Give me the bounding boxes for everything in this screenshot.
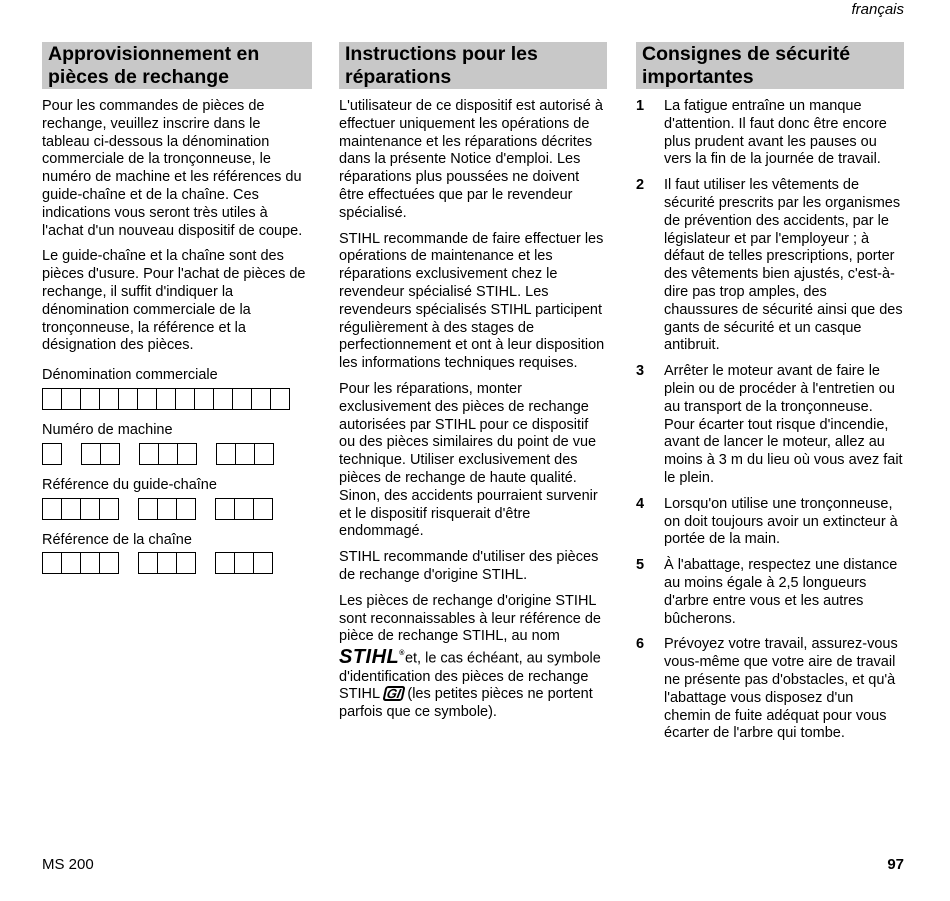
model-footer: MS 200	[42, 856, 94, 873]
repair-paragraph-5b: et, le cas échéant, au symbole d'identification des pièces de rechange STIHL	[339, 650, 601, 703]
spare-parts-paragraph-2: Le guide-chaîne et la chaîne sont des pièces d'usure. Pour l'achat de pièces de rechange, il suffit d'indiquer la dénomination commerciale de la tronçonneuse, la référence et la désignation des pièces.	[42, 248, 306, 354]
safety-item-text: Il faut utiliser les vêtements de sécurité prescrits par les organismes de prévention des accidents, par le législateur et par l'employeur ; à défaut de telles prescriptions, porter des vêtements bien ajustés, c'est-à-dire pas trop amples, des chaussures de sécurité ainsi que des gants de sécurité et un casque antibruit.	[664, 177, 903, 354]
page-number: 97	[887, 856, 904, 873]
entry-box[interactable]	[215, 498, 235, 520]
entry-box[interactable]	[99, 552, 119, 574]
repair-paragraph-5c: (les petites pièces ne portent parfois que ce symbole).	[339, 686, 593, 721]
safety-item-text: La fatigue entraîne un manque d'attention. Il faut donc être encore plus prudent avant les pauses ou vers la fin de la journée de travail.	[664, 98, 887, 168]
entry-box[interactable]	[42, 552, 62, 574]
box-group	[81, 443, 120, 465]
entry-box[interactable]	[42, 498, 62, 520]
entry-box[interactable]	[234, 498, 254, 520]
entry-box[interactable]	[215, 552, 235, 574]
entry-box[interactable]	[139, 443, 159, 465]
box-group	[215, 498, 273, 520]
spare-parts-section	[42, 42, 312, 574]
entry-box[interactable]	[80, 388, 100, 410]
entry-box[interactable]	[158, 443, 178, 465]
field-label: Dénomination commerciale	[42, 367, 218, 384]
stihl-logo: STIHL	[339, 645, 400, 668]
safety-heading: Consignes de sécurité importantes	[636, 42, 904, 89]
safety-item-number: 1	[636, 98, 645, 114]
box-group	[42, 443, 62, 465]
entry-box[interactable]	[253, 552, 273, 574]
language-label: français	[851, 1, 904, 18]
safety-item	[636, 98, 904, 169]
safety-item	[636, 363, 904, 488]
entry-box[interactable]	[156, 388, 176, 410]
safety-item-number: 4	[636, 495, 645, 512]
entry-box[interactable]	[42, 443, 62, 465]
gi-symbol-icon: GI	[382, 686, 405, 701]
entry-box[interactable]	[80, 498, 100, 520]
safety-item-text: Arrêter le moteur avant de faire le plein ou de procéder à l'entretien ou au transport de la tronçonneuse. Pour écarter tout risque d'incendie, avant de lancer le moteur, allez au moins à 3 m du lieu où vous avez fait le plein.	[664, 363, 903, 486]
repair-paragraph-5: Les pièces de rechange d'origine STIHL sont reconnaissables à leur référence de pièce de rechange STIHL, au nom STIHL®et, le cas échéant, au symbole d'identification des pièces de rechange STIHL GI (les petites pièces ne portent parfois que ce symbole).	[339, 592, 601, 721]
safety-item	[636, 496, 904, 549]
field-boxes	[42, 552, 312, 574]
field-boxes	[42, 443, 312, 465]
entry-box[interactable]	[251, 388, 271, 410]
spare-parts-heading: Approvisionnement en pièces de rechange	[42, 42, 312, 89]
safety-list	[636, 98, 904, 743]
field-label: Référence du guide-chaîne	[42, 476, 217, 493]
entry-box[interactable]	[194, 388, 214, 410]
entry-box[interactable]	[61, 388, 81, 410]
entry-box[interactable]	[99, 498, 119, 520]
field-boxes	[42, 388, 312, 410]
field-label: Numéro de machine	[42, 421, 173, 438]
entry-box[interactable]	[177, 443, 197, 465]
repair-paragraph-1: L'utilisateur de ce dispositif est autorisé à effectuer uniquement les opérations de maintenance et les réparations décrites dans la présente Notice d'emploi. Les réparations plus poussées ne doivent être effectuées que par le revendeur spécialisé.	[339, 98, 603, 221]
entry-box[interactable]	[99, 388, 119, 410]
spare-parts-paragraph-1: Pour les commandes de pièces de rechange, veuillez inscrire dans le tableau ci-dessous la dénomination commerciale de la tronçonneuse, le numéro de machine et les références du guide-chaîne et de la chaîne. Ces indications vous seront très utiles à l'achat d'un nouveau dispositif de coupe.	[42, 98, 303, 239]
entry-box[interactable]	[232, 388, 252, 410]
field-boxes	[42, 498, 312, 520]
entry-box[interactable]	[235, 443, 255, 465]
entry-box[interactable]	[61, 552, 81, 574]
entry-box[interactable]	[157, 552, 177, 574]
safety-item-number: 2	[636, 177, 645, 194]
entry-box[interactable]	[254, 443, 274, 465]
entry-box[interactable]	[61, 498, 81, 520]
box-group	[42, 498, 119, 520]
box-group	[215, 552, 273, 574]
safety-item-number: 3	[636, 363, 645, 380]
entry-box[interactable]	[253, 498, 273, 520]
safety-item	[636, 177, 904, 355]
box-group	[138, 498, 196, 520]
entry-box[interactable]	[137, 388, 157, 410]
safety-item-text: Lorsqu'on utilise une tronçonneuse, on doit toujours avoir un extincteur à portée de la main.	[664, 495, 898, 548]
repair-paragraph-4: STIHL recommande d'utiliser des pièces de rechange d'origine STIHL.	[339, 549, 599, 583]
entry-box[interactable]	[176, 498, 196, 520]
safety-item	[636, 636, 904, 743]
box-group	[139, 443, 197, 465]
entry-box[interactable]	[157, 498, 177, 520]
parts-form	[42, 367, 312, 574]
entry-box[interactable]	[138, 498, 158, 520]
entry-box[interactable]	[213, 388, 233, 410]
safety-item-text: À l'abattage, respectez une distance au moins égale à 2,5 longueurs d'arbre entre vous et les autres bûcherons.	[664, 557, 898, 627]
safety-item-number: 5	[636, 557, 645, 574]
entry-box[interactable]	[42, 388, 62, 410]
entry-box[interactable]	[234, 552, 254, 574]
entry-box[interactable]	[100, 443, 120, 465]
repair-paragraph-5a: Les pièces de rechange d'origine STIHL sont reconnaissables à leur référence de pièce de rechange STIHL, au nom	[339, 592, 601, 645]
box-group	[216, 443, 274, 465]
safety-item-text: Prévoyez votre travail, assurez-vous vous-même que votre aire de travail ne présente pas d'obstacles, et qu'à l'abattage vous disposez d'un chemin de fuite adéquat pour vous écarter de l'arbre qui tombe.	[664, 636, 898, 742]
entry-box[interactable]	[138, 552, 158, 574]
entry-box[interactable]	[118, 388, 138, 410]
box-group	[138, 552, 196, 574]
entry-box[interactable]	[270, 388, 290, 410]
safety-item-number: 6	[636, 636, 645, 653]
entry-box[interactable]	[81, 443, 101, 465]
entry-box[interactable]	[176, 552, 196, 574]
repair-section	[339, 42, 607, 730]
entry-box[interactable]	[80, 552, 100, 574]
entry-box[interactable]	[216, 443, 236, 465]
repair-paragraph-3: Pour les réparations, monter exclusivement des pièces de rechange autorisées par STIHL pour ce dispositif ou des pièces similaires du point de vue technique. Utiliser exclusivement des pièces de rechange de haute qualité. Sinon, des accidents pourraient survenir et le dispositif risquerait d'être endommagé.	[339, 380, 598, 540]
box-group	[42, 388, 290, 410]
entry-box[interactable]	[175, 388, 195, 410]
box-group	[42, 552, 119, 574]
safety-item	[636, 557, 904, 628]
field-label: Référence de la chaîne	[42, 531, 192, 548]
repair-heading: Instructions pour les réparations	[339, 42, 607, 89]
safety-section	[636, 42, 904, 751]
repair-paragraph-2: STIHL recommande de faire effectuer les opérations de maintenance et les réparations exclusivement chez le revendeur spécialisé STIHL. Les revendeurs spécialisés STIHL participent régulièrement à des stages de perfectionnement et ont à leur disposition les informations techniques requises.	[339, 230, 605, 372]
